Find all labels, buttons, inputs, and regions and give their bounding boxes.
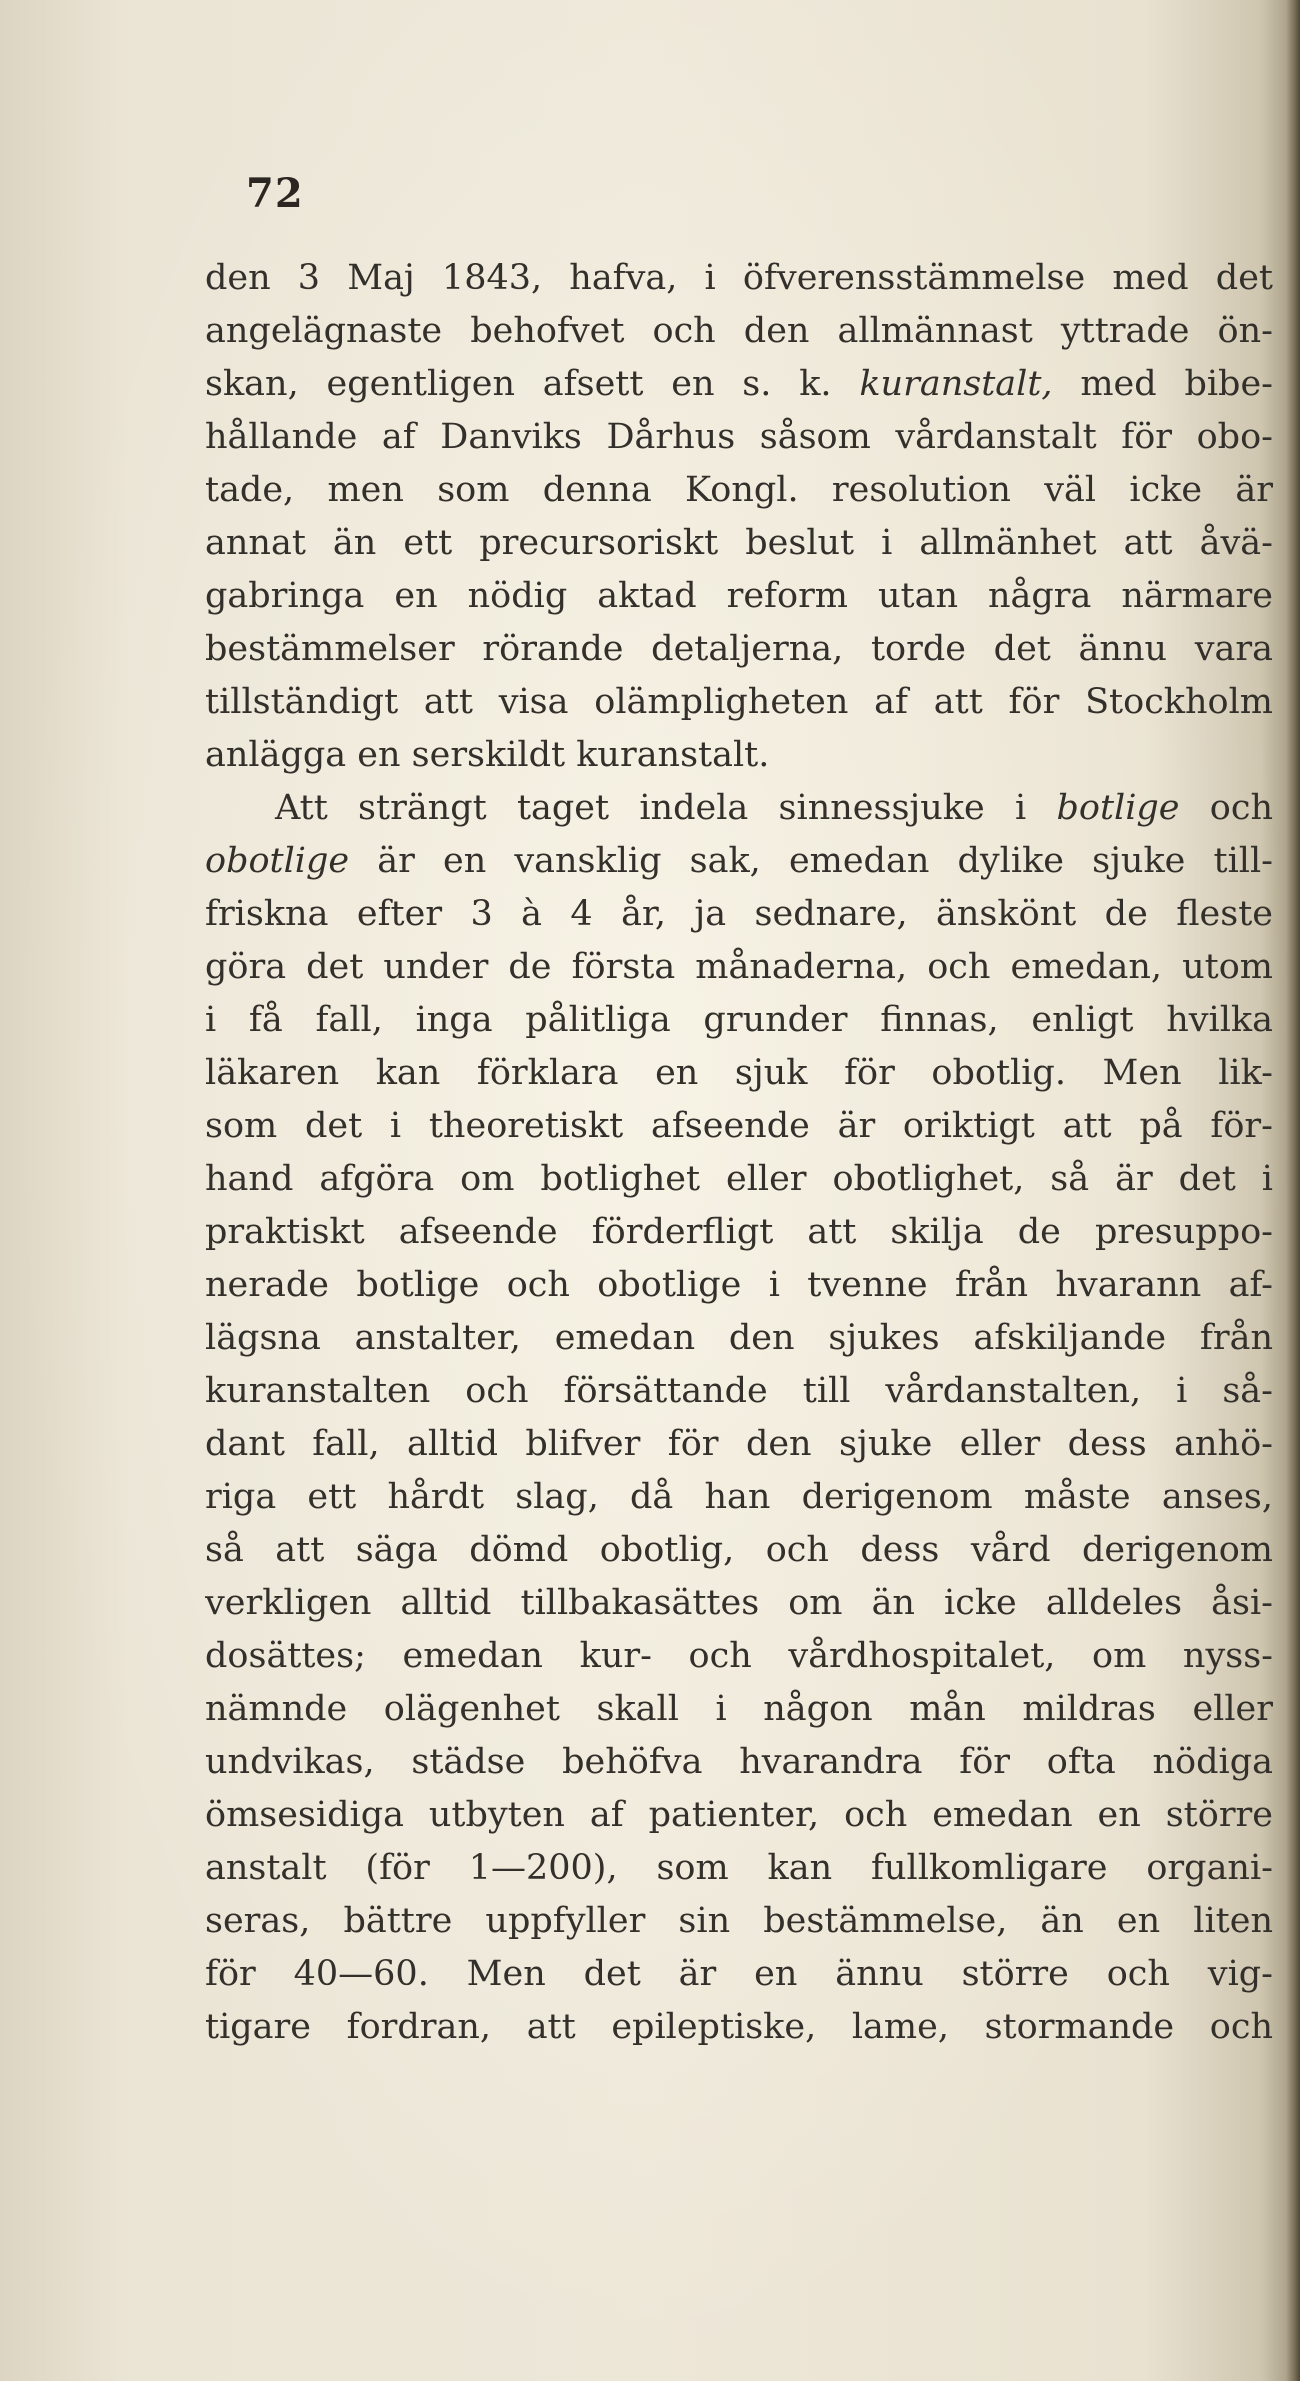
text-line: göra det under de första månaderna, och emedan, utom [205, 947, 1273, 987]
text-line: praktiskt afseende förderfligt att skilja de presuppo- [205, 1212, 1273, 1252]
body-text [205, 252, 1273, 2054]
text-line: hållande af Danviks Dårhus såsom vårdanstalt för obo- [205, 417, 1273, 457]
text-line: för 40—60. Men det är en ännu större och vig- [205, 1954, 1273, 1994]
text-line: bestämmelser rörande detaljerna, torde det ännu vara [205, 629, 1273, 669]
text-line: i få fall, inga pålitliga grunder finnas, enligt hvilka [205, 1000, 1273, 1040]
text-line: tade, men som denna Kongl. resolution väl icke är [205, 470, 1273, 510]
text-line: anlägga en serskildt kuranstalt. [205, 735, 770, 775]
text-line: friskna efter 3 à 4 år, ja sednare, änskönt de fleste [205, 894, 1273, 934]
text-line: anstalt (för 1—200), som kan fullkomligare organi- [205, 1848, 1273, 1888]
page-number: 72 [246, 170, 304, 217]
text-line: obotlige är en vansklig sak, emedan dylike sjuke till- [205, 841, 1273, 881]
text-line: den 3 Maj 1843, hafva, i öfverensstämmelse med det [205, 258, 1273, 298]
text-line: annat än ett precursoriskt beslut i allmänhet att åvä- [205, 523, 1273, 563]
text-line: Att strängt taget indela sinnessjuke i botlige och [275, 788, 1273, 828]
text-line: nerade botlige och obotlige i tvenne från hvarann af- [205, 1265, 1273, 1305]
text-line: angelägnaste behofvet och den allmännast yttrade ön- [205, 311, 1273, 351]
text-line: skan, egentligen afsett en s. k. kuranstalt, med bibe- [205, 364, 1273, 404]
text-line: dosättes; emedan kur- och vårdhospitalet, om nyss- [205, 1636, 1273, 1676]
text-line: tigare fordran, att epileptiske, lame, stormande och [205, 2007, 1273, 2047]
text-line: ömsesidiga utbyten af patienter, och emedan en större [205, 1795, 1273, 1835]
text-line: dant fall, alltid blifver för den sjuke eller dess anhö- [205, 1424, 1273, 1464]
text-line: lägsna anstalter, emedan den sjukes afskiljande från [205, 1318, 1273, 1358]
text-line: hand afgöra om botlighet eller obotlighet, så är det i [205, 1159, 1273, 1199]
text-line: nämnde olägenhet skall i någon mån mildras eller [205, 1689, 1273, 1729]
page-edge-shadow [1286, 0, 1300, 2381]
text-line: som det i theoretiskt afseende är oriktigt att på för- [205, 1106, 1273, 1146]
text-line: läkaren kan förklara en sjuk för obotlig. Men lik- [205, 1053, 1273, 1093]
text-line: så att säga dömd obotlig, och dess vård derigenom [205, 1530, 1273, 1570]
text-line: riga ett hårdt slag, då han derigenom måste anses, [205, 1477, 1273, 1517]
text-line: undvikas, städse behöfva hvarandra för ofta nödiga [205, 1742, 1273, 1782]
text-line: kuranstalten och försättande till vårdanstalten, i så- [205, 1371, 1273, 1411]
text-line: verkligen alltid tillbakasättes om än icke alldeles åsi- [205, 1583, 1273, 1623]
text-line: gabringa en nödig aktad reform utan några närmare [205, 576, 1273, 616]
text-line: seras, bättre uppfyller sin bestämmelse, än en liten [205, 1901, 1273, 1941]
text-line: tillständigt att visa olämpligheten af att för Stockholm [205, 682, 1273, 722]
